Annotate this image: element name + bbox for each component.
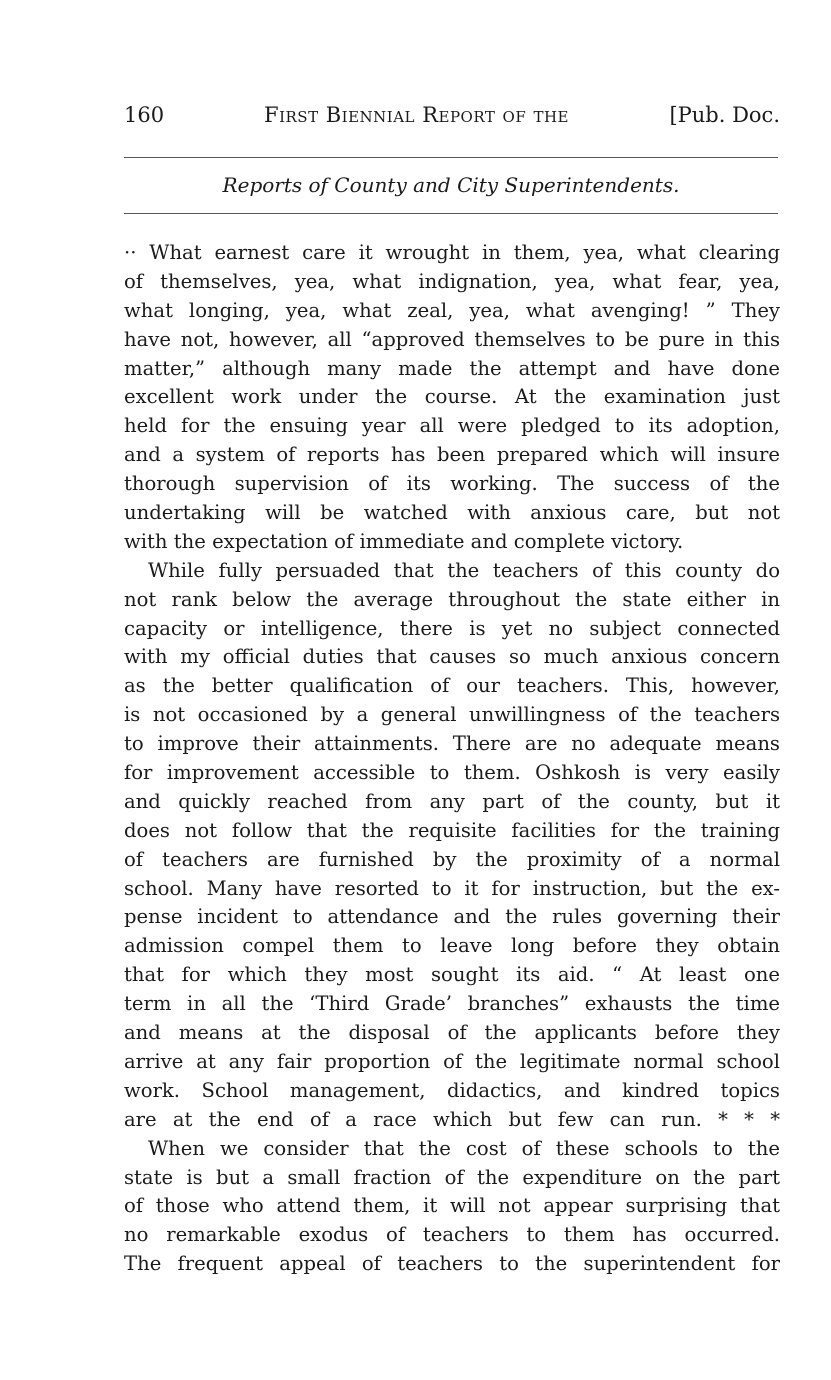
text-line: arrive at any fair proportion of the legitimate normal school [124, 1049, 780, 1073]
text-line: of those who attend them, it will not appear surprising that [124, 1194, 780, 1218]
text-line: When we consider that the cost of these schools to the [148, 1136, 780, 1160]
header-rule-bottom [124, 213, 778, 214]
text-line: admission compel them to leave long before they obtain [124, 934, 780, 958]
text-line: capacity or intelligence, there is yet no subject connected [124, 616, 780, 640]
section-title: Reports of County and City Superintendents. [222, 173, 680, 197]
text-line: of themselves, yea, what indignation, yea, what fear, yea, [124, 269, 780, 293]
text-line: matter,” although many made the attempt and have done [124, 356, 780, 380]
text-line: for improvement accessible to them. Oshkosh is very easily [124, 761, 780, 785]
text-line: that for which they most sought its aid. “ At least one [124, 963, 780, 987]
page-header [124, 100, 780, 130]
text-line: work. School management, didactics, and kindred topics [124, 1078, 780, 1102]
text-line: to improve their attainments. There are no adequate means [124, 732, 780, 756]
text-line: While fully persuaded that the teachers of this county do [148, 558, 780, 582]
text-line: is not occasioned by a general unwillingness of the teachers [124, 703, 780, 727]
text-line: with the expectation of immediate and complete victory. [124, 529, 684, 553]
text-line: state is but a small fraction of the expenditure on the part [124, 1165, 780, 1189]
text-line: The frequent appeal of teachers to the superintendent for [124, 1252, 780, 1276]
text-line: does not follow that the requisite facilities for the training [124, 818, 780, 842]
text-line: what longing, yea, what zeal, yea, what avenging! ” They [124, 298, 780, 322]
text-line: pense incident to attendance and the rules governing their [124, 905, 780, 929]
text-line: are at the end of a race which but few can run. * * * [124, 1107, 780, 1131]
text-line: with my official duties that causes so much anxious concern [124, 645, 780, 669]
text-line: and means at the disposal of the applicants before they [124, 1021, 780, 1045]
text-line: have not, however, all “approved themselves to be pure in this [124, 327, 780, 351]
text-line: excellent work under the course. At the examination just [124, 385, 780, 409]
running-title: First Biennial Report of the [264, 103, 569, 127]
text-line: held for the ensuing year all were pledged to its adoption, [124, 414, 780, 438]
text-line: thorough supervision of its working. The success of the [124, 472, 780, 496]
text-line: term in all the ‘Third Grade’ branches” exhausts the time [124, 992, 780, 1016]
text-line: no remarkable exodus of teachers to them has occurred. [124, 1223, 780, 1247]
text-line: ·· What earnest care it wrought in them, yea, what clearing [124, 241, 780, 264]
page-number: 160 [124, 103, 165, 127]
text-line: not rank below the average throughout the state either in [124, 587, 780, 611]
text-line: of teachers are furnished by the proximity of a normal [124, 847, 780, 871]
publication-document-label: [Pub. Doc. [669, 103, 780, 127]
text-line: as the better qualification of our teachers. This, however, [124, 674, 780, 698]
text-line: school. Many have resorted to it for instruction, but the ex- [124, 876, 780, 900]
text-line: undertaking will be watched with anxious care, but not [124, 501, 780, 525]
body-text [124, 239, 780, 1279]
header-rule-top [124, 157, 778, 158]
text-line: and quickly reached from any part of the county, but it [124, 789, 780, 813]
text-line: and a system of reports has been prepared which will insure [124, 443, 780, 467]
